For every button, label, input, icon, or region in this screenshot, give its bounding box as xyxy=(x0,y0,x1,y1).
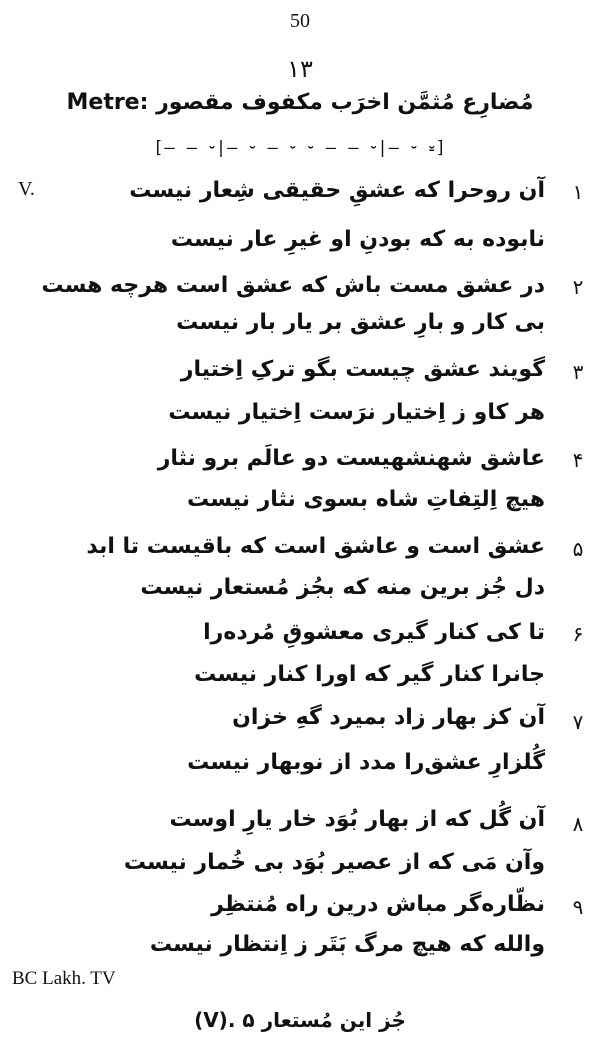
verse-number: ۱ xyxy=(572,180,584,204)
verse-line: بی کار و بارِ عشق بر یار بار نیست xyxy=(176,310,545,335)
verse-number: ۲ xyxy=(572,275,584,299)
verse-number: ۵ xyxy=(572,537,584,561)
verse-line: نابوده به که بودنِ او غیرِ عار نیست xyxy=(170,227,545,252)
metre-line: مُضارِع مُثمَّن اخرَب مکفوف مقصور :Metre xyxy=(66,90,534,115)
variant-mark: V. xyxy=(18,178,35,200)
verse-number: ۷ xyxy=(572,710,584,734)
page-number: 50 xyxy=(290,10,310,32)
verse-line: وآن مَی که از عصیر بُوَد بی خُمار نیست xyxy=(123,850,545,875)
verse-line: عشق است و عاشق است که باقیست تا ابد xyxy=(86,534,545,559)
poem-number: ۱۳ xyxy=(287,55,313,83)
verse-line: آن کز بهار زاد بمیرد گهِ خزان xyxy=(232,705,545,730)
verse-line: نظّاره‌گر مباش درین راه مُنتظِر xyxy=(211,892,545,917)
verse-line: گُلزارِ عشق‌را مدد از نوبهار نیست xyxy=(187,750,545,775)
scansion-pattern: [‒ ‒ ⏑|‒ ⏑ ‒ ⏑ ⏑ ‒ ‒ ⏑|‒ ⏑ ⏓] xyxy=(153,138,447,158)
verse-line: هر کاو ز اِختیار نرَست اِختیار نیست xyxy=(168,400,545,425)
verse-line: آن روحرا که عشقِ حقیقی شِعار نیست xyxy=(129,178,545,203)
source-reference: BC Lakh. TV xyxy=(12,968,116,989)
verse-number: ۴ xyxy=(572,448,584,472)
verse-line: جانرا کنار گیر که اورا کنار نیست xyxy=(194,662,545,687)
verse-number: ۹ xyxy=(572,895,584,919)
verse-line: هیچ اِلتِفاتِ شاه بسوی نثار نیست xyxy=(187,487,545,512)
footnote: (V). جُز این مُستعار ۵ xyxy=(194,1008,406,1032)
verse-line: آن گُل که از بهار بُوَد خار یارِ اوست xyxy=(169,807,545,832)
verse-line: در عشق مست باش که عشق است هرچه هست xyxy=(41,273,545,298)
verse-line: دل جُز برین منه که بجُز مُستعار نیست xyxy=(140,575,545,600)
verse-line: تا کی کنار گیری معشوقِ مُرده‌را xyxy=(203,620,545,645)
verse-line: والله که هیچ مرگ بَتَر ز اِنتظار نیست xyxy=(149,932,545,957)
verse-line: عاشق شهنشهیست دو عالَم برو نثار xyxy=(157,446,545,471)
verse-line: گویند عشق چیست بگو ترکِ اِختیار xyxy=(180,357,545,382)
verse-number: ۳ xyxy=(572,360,584,384)
verse-number: ۶ xyxy=(572,622,584,646)
verse-number: ۸ xyxy=(572,812,584,836)
